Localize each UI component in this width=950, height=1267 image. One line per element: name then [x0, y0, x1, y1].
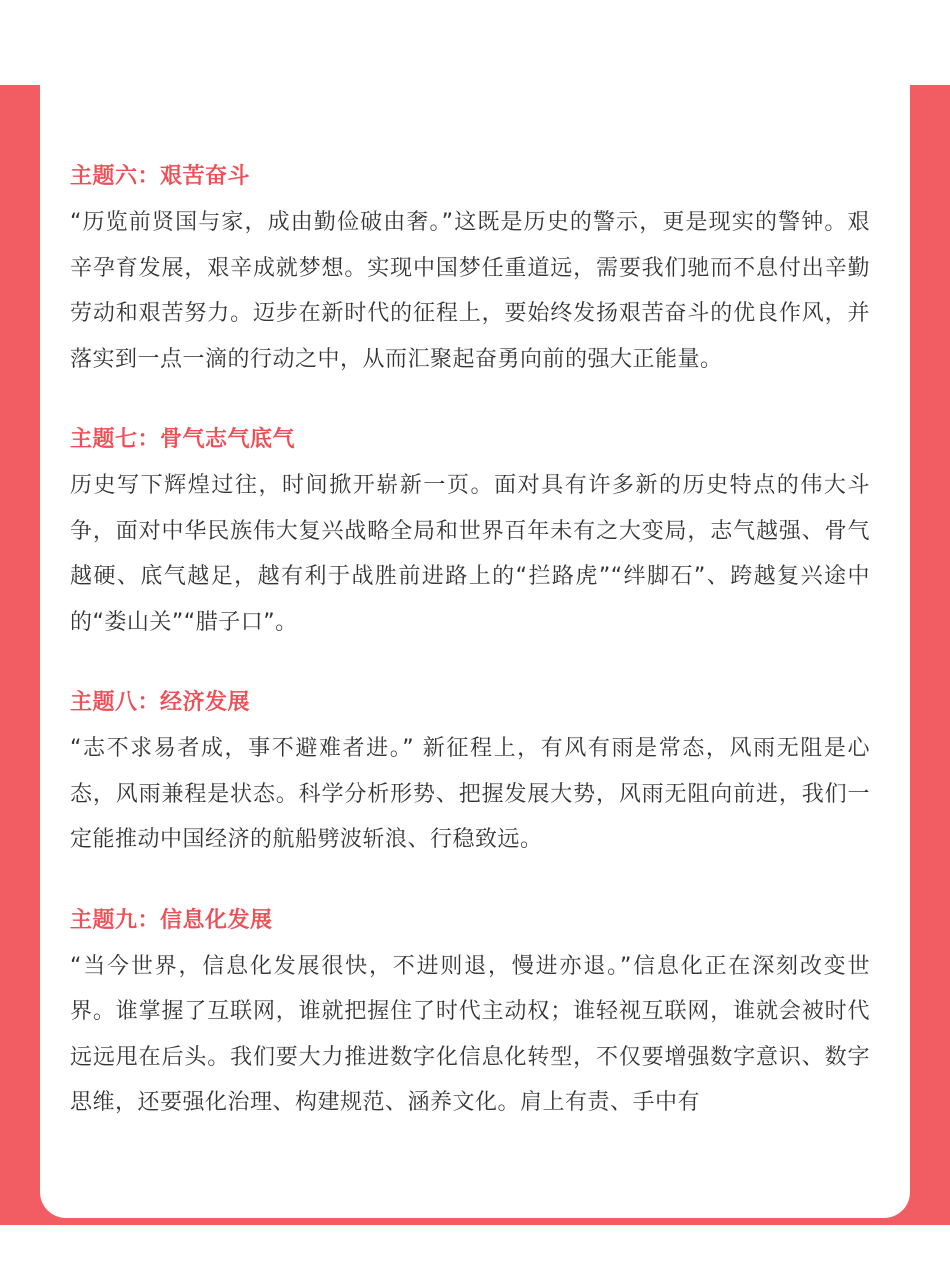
section-theme-9: [70, 898, 870, 1126]
section-paragraph: “历览前贤国与家，成由勤俭破由奢。”这既是历史的警示，更是现实的警钟。艰辛孕育发展，艰辛成就梦想。实现中国梦任重道远，需要我们驰而不息付出辛勤劳动和艰苦努力。迈步在新时代的征程上，要始终发扬艰苦奋斗的优良作风，并落实到一点一滴的行动之中，从而汇聚起奋勇向前的强大正能量。: [70, 210, 870, 372]
section-theme-6: [70, 154, 870, 382]
section-heading: 主题七：骨气志气底气: [70, 427, 296, 452]
article-card: [40, 85, 910, 1218]
section-paragraph: “志不求易者成，事不避难者进。” 新征程上，有风有雨是常态，风雨无阻是心态，风雨兼程是状态。科学分析形势、把握发展大势，风雨无阻向前进，我们一定能推动中国经济的航船劈波斩浪、行稳致远。: [70, 736, 870, 852]
section-heading: 主题八：经济发展: [70, 690, 251, 715]
section-heading: 主题六：艰苦奋斗: [70, 164, 251, 189]
section-theme-8: [70, 680, 870, 863]
section-paragraph: 历史写下辉煌过往，时间掀开崭新一页。面对具有许多新的历史特点的伟大斗争，面对中华民族伟大复兴战略全局和世界百年未有之大变局，志气越强、骨气越硬、底气越足，越有利于战胜前进路上的“拦路虎”“绊脚石”、跨越复兴途中的“娄山关”“腊子口”。: [70, 473, 870, 635]
section-heading: 主题九：信息化发展: [70, 907, 273, 933]
section-paragraph: “当今世界，信息化发展很快，不进则退，慢进亦退。”信息化正在深刻改变世界。谁掌握了互联网，谁就把握住了时代主动权；谁轻视互联网，谁就会被时代远远甩在后头。我们要大力推进数字化信息化转型，不仅要增强数字意识、数字思维，还要强化治理、构建规范、涵养文化。肩上有责、手中有: [70, 953, 870, 1115]
article-content: [70, 154, 870, 1161]
section-theme-7: [70, 417, 870, 645]
